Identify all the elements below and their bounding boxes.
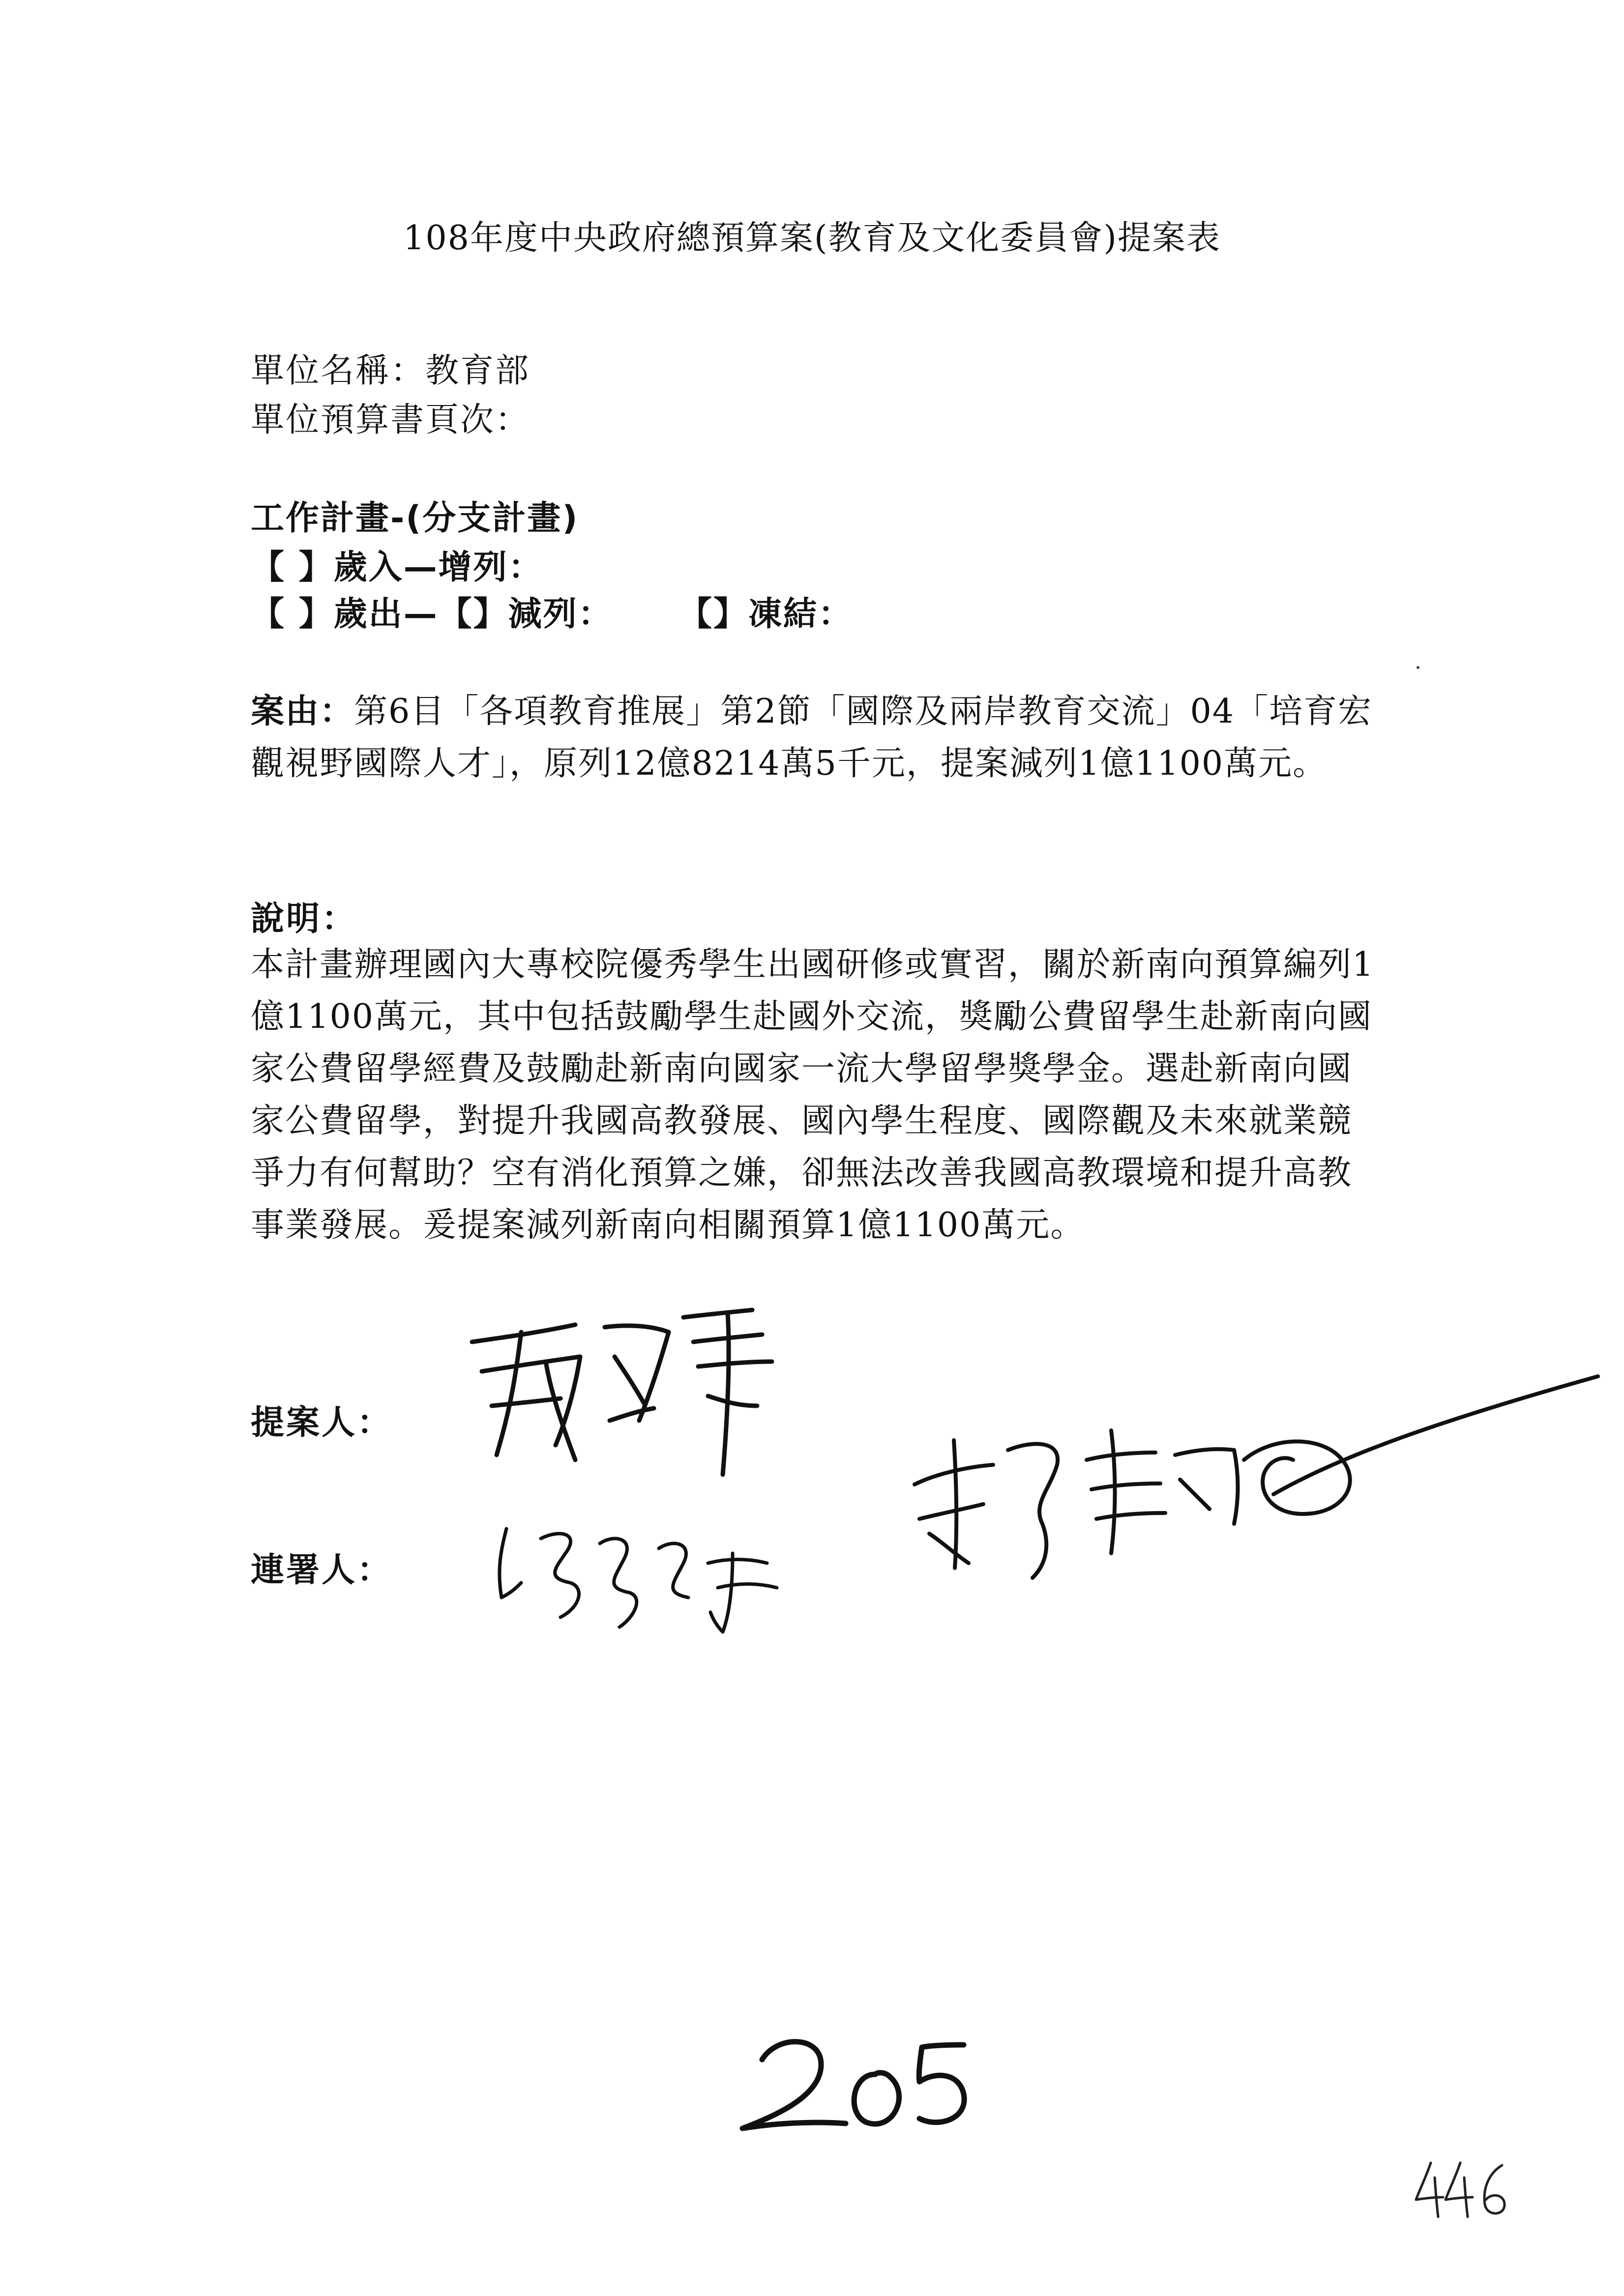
cosigner-label: 連署人： [251,1551,393,1590]
document-title: 108年度中央政府總預算案(教育及文化委員會)提案表 [403,219,1221,258]
proposer-label: 提案人： [251,1403,393,1442]
unit-budget-page: 單位預算書頁次： [251,401,531,439]
cosigner-signature-2 [900,1357,1608,1632]
explanation-paragraph: 本計畫辦理國內大專校院優秀學生出國研修或實習，關於新南向預算編列1億1100萬元，其中包括鼓勵學生赴國外交流，獎勵公費留學生赴新南向國家公費留學經費及鼓勵赴新南向國家一流大學留學獎學金。選赴新南向國家公費留學，對提升我國高教發展、國內學生程度、國際觀及未來就業競爭力有何幫助？空有消化預算之嫌，卻無法改善我國高教環境和提升高教事業發展。爰提案減列新南向相關預算1億1100萬元。 [251,945,1375,1245]
handwritten-corner-number [1411,2158,1509,2224]
work-plan-heading: 工作計畫-(分支計畫) [251,499,579,538]
cosigner-signature-1 [487,1509,801,1637]
explanation-label: 說明： [251,900,357,938]
reason-paragraph [251,686,1382,790]
revenue-line: 【 】歲入—增列： [251,548,543,587]
unit-name: 單位名稱：教育部 [251,351,531,390]
stray-mark [1415,665,1421,670]
proposer-signature [462,1298,787,1494]
reason-text: 第6目「各項教育推展」第2節「國際及兩岸教育交流」04「培育宏觀視野國際人才」，原列12億8214萬5千元，提案減列1億1100萬元。 [251,692,1373,783]
expenditure-line: 【 】歲出—【】減列： 【】凍結： [251,595,854,634]
handwritten-page-number [728,2015,983,2145]
reason-label: 案由： [251,692,354,731]
